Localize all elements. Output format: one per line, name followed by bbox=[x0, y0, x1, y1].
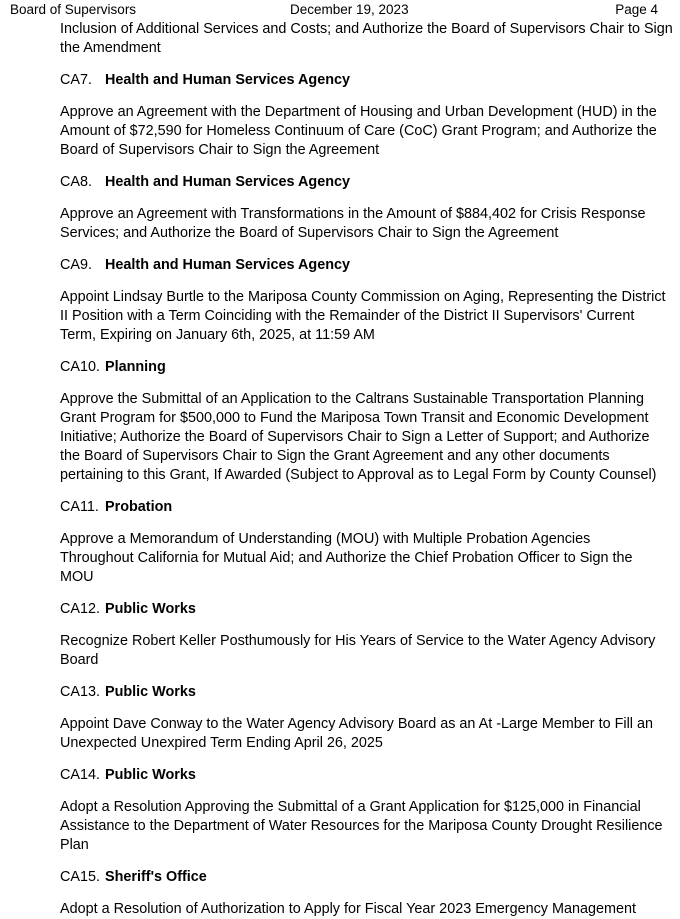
item-description bbox=[60, 288, 666, 345]
item-department: Sheriff's Office bbox=[105, 869, 207, 885]
item-code: CA11. bbox=[60, 499, 99, 515]
paragraph-line: Amount of $72,590 for Homeless Continuum of Care (CoC) Grant Program; and Authorize the bbox=[60, 123, 657, 139]
item-department: Public Works bbox=[105, 601, 196, 617]
item-heading bbox=[60, 71, 660, 90]
paragraph-line: Recognize Robert Keller Posthumously for His Years of Service to the Water Agency Advisory bbox=[60, 633, 656, 649]
item-department: Planning bbox=[105, 359, 166, 375]
header-date: December 19, 2023 bbox=[290, 2, 409, 17]
paragraph-line: Adopt a Resolution Approving the Submittal of a Grant Application for $125,000 in Financial bbox=[60, 799, 641, 815]
item-code: CA7. bbox=[60, 72, 92, 88]
item-code: CA10. bbox=[60, 359, 100, 375]
item-description bbox=[60, 900, 660, 919]
item-code: CA8. bbox=[60, 174, 92, 190]
item-heading bbox=[60, 868, 660, 887]
continuation-paragraph bbox=[60, 20, 673, 58]
paragraph-line: the Board of Supervisors Chair to Sign the Grant Agreement and any other documents bbox=[60, 448, 610, 464]
item-department: Probation bbox=[105, 499, 173, 515]
agenda-item-ca10 bbox=[60, 358, 660, 485]
page-header bbox=[10, 1, 658, 19]
item-department: Health and Human Services Agency bbox=[105, 72, 350, 88]
header-board-name: Board of Supervisors bbox=[10, 2, 137, 17]
agenda-item-ca12 bbox=[60, 600, 660, 670]
paragraph-line: Approve an Agreement with the Department of Housing and Urban Development (HUD) in the bbox=[60, 104, 657, 120]
item-code: CA15. bbox=[60, 869, 100, 885]
item-description bbox=[60, 715, 660, 753]
paragraph-line: Appoint Dave Conway to the Water Agency Advisory Board as an At -Large Member to Fill an bbox=[60, 716, 653, 732]
agenda-item-ca15 bbox=[60, 868, 660, 919]
item-code: CA9. bbox=[60, 257, 92, 273]
paragraph-line: Unexpected Unexpired Term Ending April 26, 2025 bbox=[60, 735, 383, 751]
paragraph-line: the Amendment bbox=[60, 40, 161, 56]
paragraph-line: II Position with a Term Coinciding with the Remainder of the District II Supervisors' Current bbox=[60, 308, 635, 324]
agenda-item-ca9 bbox=[60, 256, 666, 345]
paragraph-line: MOU bbox=[60, 569, 94, 585]
agenda-item-ca7 bbox=[60, 71, 660, 160]
item-description bbox=[60, 103, 660, 160]
paragraph-line: Approve the Submittal of an Application to the Caltrans Sustainable Transportation Planning bbox=[60, 391, 644, 407]
item-heading bbox=[60, 683, 660, 702]
paragraph-line: Appoint Lindsay Burtle to the Mariposa County Commission on Aging, Representing the District bbox=[60, 289, 666, 305]
item-code: CA12. bbox=[60, 601, 100, 617]
paragraph-line: Plan bbox=[60, 837, 89, 853]
paragraph-line: Assistance to the Department of Water Resources for the Mariposa County Drought Resilience bbox=[60, 818, 663, 834]
item-department: Public Works bbox=[105, 767, 196, 783]
paragraph-line: Initiative; Authorize the Board of Supervisors Chair to Sign a Letter of Support; and Authorize bbox=[60, 429, 650, 445]
item-description bbox=[60, 530, 660, 587]
item-heading bbox=[60, 766, 660, 785]
item-code: CA13. bbox=[60, 684, 100, 700]
paragraph-line: Approve a Memorandum of Understanding (MOU) with Multiple Probation Agencies bbox=[60, 531, 591, 547]
item-heading bbox=[60, 173, 660, 192]
item-heading bbox=[60, 256, 660, 275]
header-page-number: Page 4 bbox=[615, 2, 658, 17]
item-heading bbox=[60, 600, 660, 619]
item-description bbox=[60, 205, 660, 243]
item-department: Health and Human Services Agency bbox=[105, 174, 350, 190]
agenda-item-ca8 bbox=[60, 173, 660, 243]
paragraph-line: Board of Supervisors Chair to Sign the Agreement bbox=[60, 142, 380, 158]
paragraph-line: Inclusion of Additional Services and Costs; and Authorize the Board of Supervisors Chair to Sign bbox=[60, 21, 673, 37]
paragraph-line: Adopt a Resolution of Authorization to Apply for Fiscal Year 2023 Emergency Management bbox=[60, 901, 636, 917]
paragraph-line: pertaining to this Grant, If Awarded (Subject to Approval as to Legal Form by County Counsel) bbox=[60, 467, 657, 483]
item-heading bbox=[60, 498, 660, 517]
paragraph-line: Board bbox=[60, 652, 99, 668]
item-heading bbox=[60, 358, 660, 377]
item-description bbox=[60, 632, 660, 670]
agenda-content bbox=[60, 20, 673, 919]
paragraph-line: Services; and Authorize the Board of Supervisors Chair to Sign the Agreement bbox=[60, 225, 559, 241]
agenda-item-ca11 bbox=[60, 498, 660, 587]
item-department: Health and Human Services Agency bbox=[105, 257, 350, 273]
paragraph-line: Term, Expiring on January 6th, 2025, at 11:59 AM bbox=[60, 327, 375, 343]
agenda-item-ca13 bbox=[60, 683, 660, 753]
item-department: Public Works bbox=[105, 684, 196, 700]
item-description bbox=[60, 390, 660, 485]
paragraph-line: Approve an Agreement with Transformations in the Amount of $884,402 for Crisis Response bbox=[60, 206, 646, 222]
paragraph-line: Throughout California for Mutual Aid; and Authorize the Chief Probation Officer to Sign the bbox=[60, 550, 633, 566]
item-code: CA14. bbox=[60, 767, 100, 783]
item-description bbox=[60, 798, 663, 855]
paragraph-line: Grant Program for $500,000 to Fund the Mariposa Town Transit and Economic Development bbox=[60, 410, 649, 426]
agenda-item-ca14 bbox=[60, 766, 663, 855]
